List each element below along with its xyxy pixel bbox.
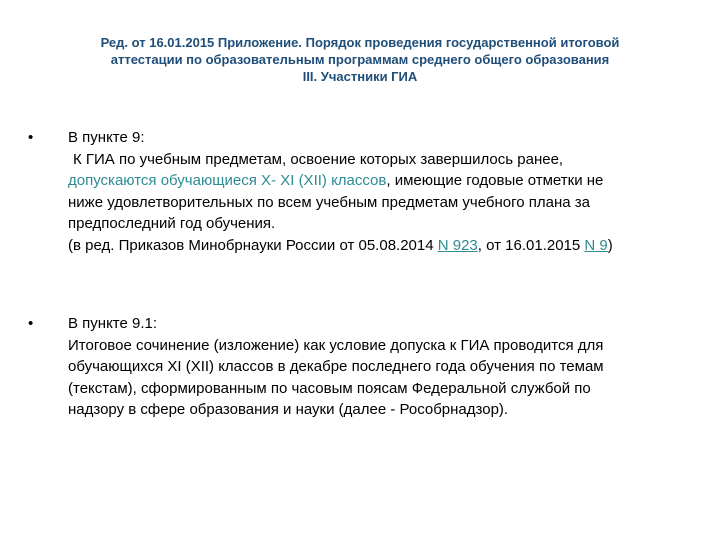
- item-line: предпоследний год обучения.: [68, 215, 276, 232]
- bullet-dot: •: [28, 315, 34, 332]
- item-line: надзору в сфере образования и науки (далее - Рособрнадзор).: [68, 401, 509, 418]
- item-heading: В пункте 9.1:: [68, 315, 158, 332]
- order-link-9[interactable]: N 9: [584, 236, 608, 254]
- item-heading: В пункте 9:: [68, 129, 145, 146]
- reference-text: ): [607, 236, 613, 254]
- bullet-body: [68, 313, 698, 421]
- order-link-923[interactable]: N 923: [437, 236, 478, 254]
- title-line-2: аттестации по образовательным программам среднего общего образования: [110, 52, 610, 67]
- bullet-body: [68, 127, 698, 256]
- item-text: , имеющие годовые отметки не: [386, 172, 604, 189]
- item-line: (текстам), сформированным по часовым поясам Федеральной службой по: [68, 379, 591, 397]
- item-line: К ГИА по учебным предметам, освоение которых завершилось ранее,: [73, 150, 564, 168]
- document-title: [60, 34, 660, 85]
- reference-text: (в ред. Приказов Минобрнауки России от 05.08.2014: [68, 236, 438, 254]
- item-line: ниже удовлетворительных по всем учебным предметам учебного плана за: [68, 193, 590, 211]
- title-line-1: Ред. от 16.01.2015 Приложение. Порядок проведения государственной итоговой: [100, 35, 620, 50]
- highlighted-text: допускаются обучающиеся X- XI (XII) классов: [68, 172, 387, 189]
- reference-text: , от 16.01.2015: [477, 236, 585, 254]
- title-line-3: III. Участники ГИА: [302, 69, 418, 84]
- item-line: обучающихся XI (XII) классов в декабре последнего года обучения по темам: [68, 358, 604, 375]
- item-line: [68, 170, 698, 192]
- item-line: Итоговое сочинение (изложение) как условие допуска к ГИА проводится для: [68, 336, 604, 354]
- bullet-dot: •: [28, 129, 34, 146]
- reference-line: [68, 235, 698, 257]
